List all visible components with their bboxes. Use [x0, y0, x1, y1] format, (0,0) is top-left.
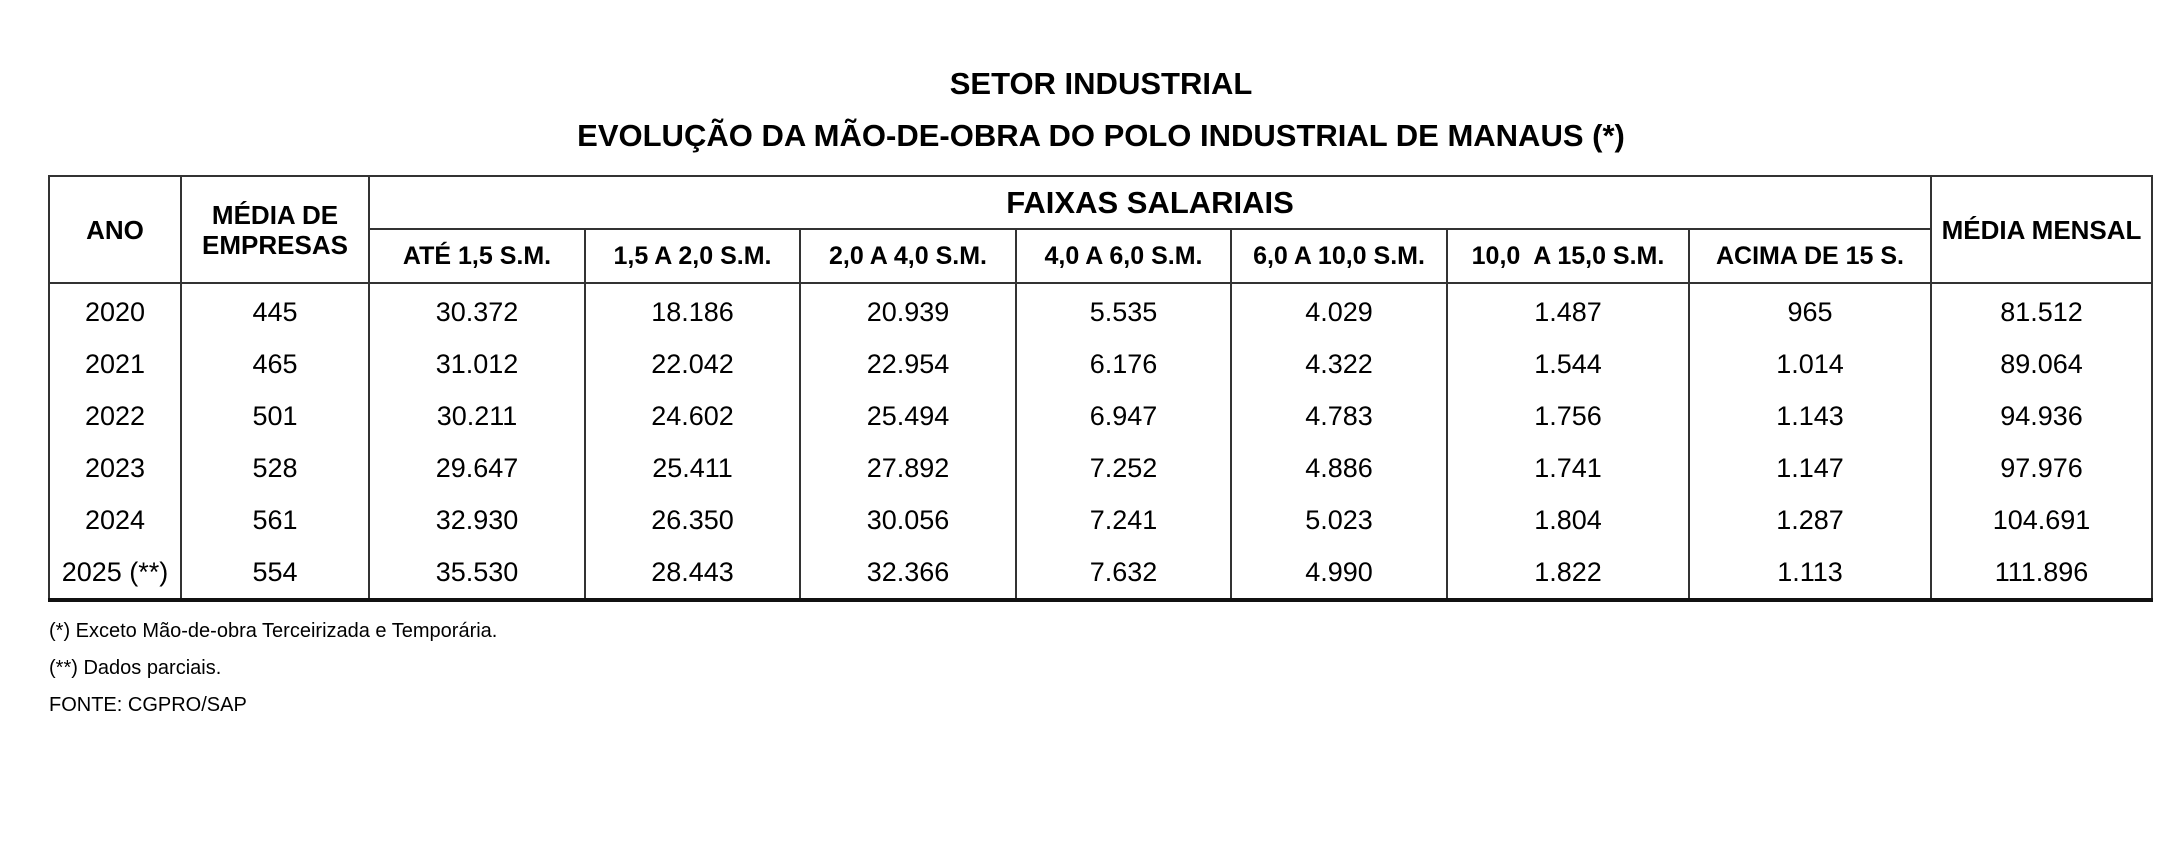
- table-row: [49, 390, 2152, 442]
- cell-ano: 2021: [49, 338, 181, 390]
- cell-faixa: 7.632: [1016, 546, 1231, 600]
- table-title: SETOR INDUSTRIAL: [949, 66, 1253, 101]
- cell-empresas: 528: [181, 442, 369, 494]
- cell-faixa: 30.372: [369, 283, 585, 338]
- cell-media-mensal: 97.976: [1931, 442, 2152, 494]
- cell-empresas: 501: [181, 390, 369, 442]
- table-row: [49, 494, 2152, 546]
- cell-faixa: 22.954: [800, 338, 1016, 390]
- cell-faixa: 4.029: [1231, 283, 1447, 338]
- table-row: [49, 283, 2152, 338]
- cell-faixa: 1.147: [1689, 442, 1931, 494]
- cell-faixa: 4.990: [1231, 546, 1447, 600]
- header-media-empresas-line2: EMPRESAS: [202, 229, 348, 260]
- cell-media-mensal: 81.512: [1931, 283, 2152, 338]
- header-faixa: 10,0 A 15,0 S.M.: [1447, 229, 1689, 283]
- header-media-empresas-line1: MÉDIA DE: [211, 199, 339, 230]
- cell-media-mensal: 104.691: [1931, 494, 2152, 546]
- cell-faixa: 7.252: [1016, 442, 1231, 494]
- cell-faixa: 28.443: [585, 546, 800, 600]
- cell-faixa: 5.023: [1231, 494, 1447, 546]
- source-note: FONTE: CGPRO/SAP: [49, 694, 247, 716]
- cell-faixa: 4.886: [1231, 442, 1447, 494]
- cell-faixa: 1.544: [1447, 338, 1689, 390]
- footnote-partial-data: (**) Dados parciais.: [49, 657, 222, 679]
- cell-faixa: 32.930: [369, 494, 585, 546]
- cell-faixa: 27.892: [800, 442, 1016, 494]
- cell-faixa: 7.241: [1016, 494, 1231, 546]
- cell-faixa: 25.494: [800, 390, 1016, 442]
- cell-ano: 2022: [49, 390, 181, 442]
- footnote-excluded-workforce: (*) Exceto Mão-de-obra Terceirizada e Temporária.: [49, 620, 498, 642]
- cell-faixa: 4.783: [1231, 390, 1447, 442]
- header-faixa: 1,5 A 2,0 S.M.: [585, 229, 800, 283]
- table-subtitle: EVOLUÇÃO DA MÃO-DE-OBRA DO POLO INDUSTRIAL DE MANAUS (*): [577, 118, 1625, 153]
- cell-faixa: 1.487: [1447, 283, 1689, 338]
- cell-faixa: 1.756: [1447, 390, 1689, 442]
- cell-faixa: 1.113: [1689, 546, 1931, 600]
- cell-faixa: 26.350: [585, 494, 800, 546]
- cell-faixa: 1.014: [1689, 338, 1931, 390]
- cell-ano: 2024: [49, 494, 181, 546]
- cell-faixa: 30.056: [800, 494, 1016, 546]
- cell-ano: 2023: [49, 442, 181, 494]
- cell-media-mensal: 94.936: [1931, 390, 2152, 442]
- cell-empresas: 554: [181, 546, 369, 600]
- cell-ano: 2020: [49, 283, 181, 338]
- cell-media-mensal: 89.064: [1931, 338, 2152, 390]
- table-row: [49, 442, 2152, 494]
- cell-faixa: 1.804: [1447, 494, 1689, 546]
- cell-faixa: 5.535: [1016, 283, 1231, 338]
- cell-faixa: 20.939: [800, 283, 1016, 338]
- header-faixa: 4,0 A 6,0 S.M.: [1016, 229, 1231, 283]
- header-ano: ANO: [49, 176, 181, 283]
- cell-faixa: 1.143: [1689, 390, 1931, 442]
- cell-faixa: 32.366: [800, 546, 1016, 600]
- cell-faixa: 965: [1689, 283, 1931, 338]
- cell-faixa: 6.176: [1016, 338, 1231, 390]
- table-row: [49, 546, 2152, 600]
- workforce-table: [48, 175, 2153, 602]
- header-faixa: ACIMA DE 15 S.: [1689, 229, 1931, 283]
- cell-faixa: 4.322: [1231, 338, 1447, 390]
- header-faixa: 2,0 A 4,0 S.M.: [800, 229, 1016, 283]
- cell-faixa: 29.647: [369, 442, 585, 494]
- cell-faixa: 1.741: [1447, 442, 1689, 494]
- table-row: [49, 338, 2152, 390]
- cell-faixa: 1.822: [1447, 546, 1689, 600]
- cell-empresas: 561: [181, 494, 369, 546]
- cell-faixa: 18.186: [585, 283, 800, 338]
- cell-faixa: 22.042: [585, 338, 800, 390]
- header-faixa: ATÉ 1,5 S.M.: [369, 229, 585, 283]
- cell-faixa: 25.411: [585, 442, 800, 494]
- cell-faixa: 1.287: [1689, 494, 1931, 546]
- cell-empresas: 465: [181, 338, 369, 390]
- cell-ano: 2025 (**): [49, 546, 181, 600]
- cell-media-mensal: 111.896: [1931, 546, 2152, 600]
- header-media-empresas: [181, 176, 369, 283]
- header-faixas-salariais: FAIXAS SALARIAIS: [369, 176, 1931, 229]
- cell-faixa: 31.012: [369, 338, 585, 390]
- cell-faixa: 24.602: [585, 390, 800, 442]
- header-media-mensal: MÉDIA MENSAL: [1931, 176, 2152, 283]
- cell-faixa: 35.530: [369, 546, 585, 600]
- cell-faixa: 30.211: [369, 390, 585, 442]
- cell-empresas: 445: [181, 283, 369, 338]
- cell-faixa: 6.947: [1016, 390, 1231, 442]
- footnotes: [49, 613, 497, 724]
- header-faixa: 6,0 A 10,0 S.M.: [1231, 229, 1447, 283]
